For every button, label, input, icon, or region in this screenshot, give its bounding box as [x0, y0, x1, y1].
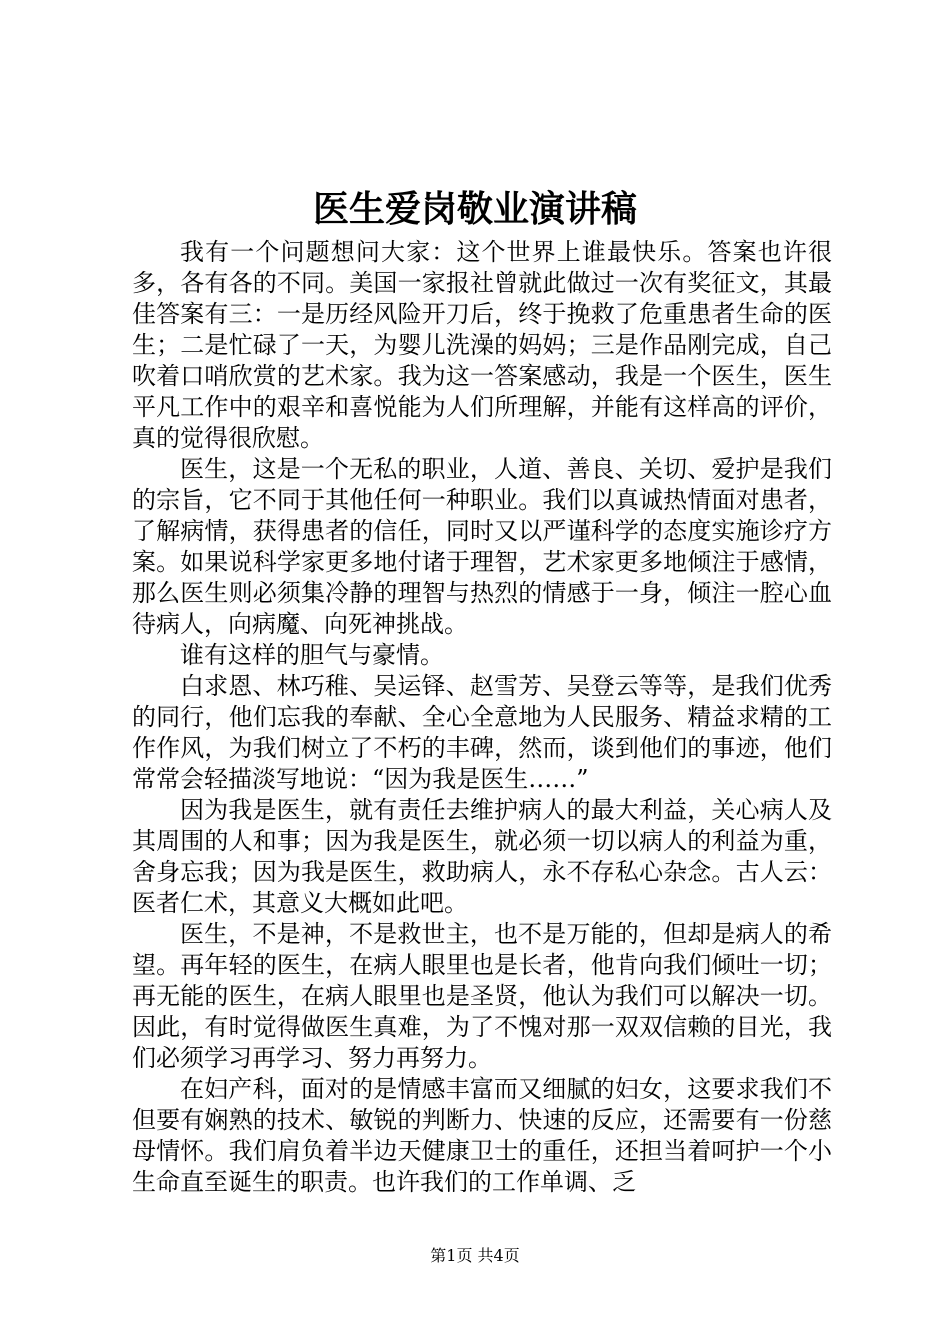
- document-title: 医生爱岗敬业演讲稿: [312, 188, 637, 230]
- paragraph: 谁有这样的胆气与豪情。: [180, 641, 444, 669]
- paragraph: 因为我是医生，就有责任去维护病人的最大利益，关心病人及其周围的人和事；因为我是医生，就必须一切以病人的利益为重，舍身忘我；因为我是医生，救助病人，永不存私心杂念。古人云：医者仁术，其意义大概如此吧。: [132, 796, 832, 917]
- paragraph: 白求恩、林巧稚、吴运铎、赵雪芳、吴登云等等，是我们优秀的同行，他们忘我的奉献、全心全意地为人民服务、精益求精的工作作风，为我们树立了不朽的丰碑，然而，谈到他们的事迹，他们常常会轻描淡写地说：“因为我是医生……”: [132, 672, 832, 793]
- paragraph: 我有一个问题想问大家：这个世界上谁最快乐。答案也许很多，各有各的不同。美国一家报社曾就此做过一次有奖征文，其最佳答案有三：一是历经风险开刀后，终于挽救了危重患者生命的医生；二是忙碌了一天，为婴儿洗澡的妈妈；三是作品刚完成，自己吹着口哨欣赏的艺术家。我为这一答案感动，我是一个医生，医生平凡工作中的艰辛和喜悦能为人们所理解，并能有这样高的评价，真的觉得很欣慰。: [132, 238, 832, 452]
- paragraph: 医生，这是一个无私的职业，人道、善良、关切、爱护是我们的宗旨，它不同于其他任何一种职业。我们以真诚热情面对患者，了解病情，获得患者的信任，同时又以严谨科学的态度实施诊疗方案。如果说科学家更多地付诸于理智，艺术家更多地倾注于感情，那么医生则必须集冷静的理智与热烈的情感于一身，倾注一腔心血待病人，向病魔、向死神挑战。: [132, 455, 832, 638]
- paragraph: 在妇产科，面对的是情感丰富而又细腻的妇女，这要求我们不但要有娴熟的技术、敏锐的判断力、快速的反应，还需要有一份慈母情怀。我们肩负着半边天健康卫士的重任，还担当着呵护一个小生命直至诞生的职责。也许我们的工作单调、乏: [132, 1075, 832, 1196]
- paragraph: 医生，不是神，不是救世主，也不是万能的，但却是病人的希望。再年轻的医生，在病人眼里也是长者，他肯向我们倾吐一切；再无能的医生，在病人眼里也是圣贤，他认为我们可以解决一切。因此，有时觉得做医生真难，为了不愧对那一双双信赖的目光，我们必须学习再学习、努力再努力。: [132, 920, 832, 1072]
- document-body: [132, 237, 832, 1198]
- page-number-footer: 第1页 共4页: [430, 1246, 520, 1265]
